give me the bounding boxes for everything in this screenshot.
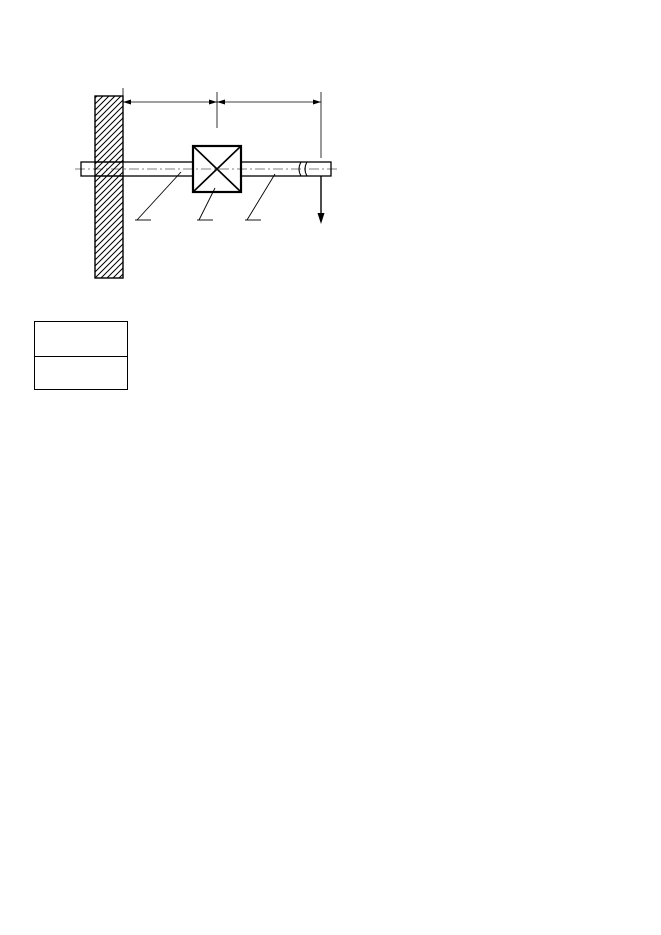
table-row [35, 322, 128, 357]
table-6 [34, 321, 128, 390]
row2-label [35, 357, 128, 390]
wall [95, 96, 123, 278]
figure-2 [75, 88, 585, 288]
page-content [75, 84, 585, 390]
row1-label [35, 322, 128, 357]
assembly-drawing [75, 88, 585, 288]
table-row [35, 357, 128, 390]
